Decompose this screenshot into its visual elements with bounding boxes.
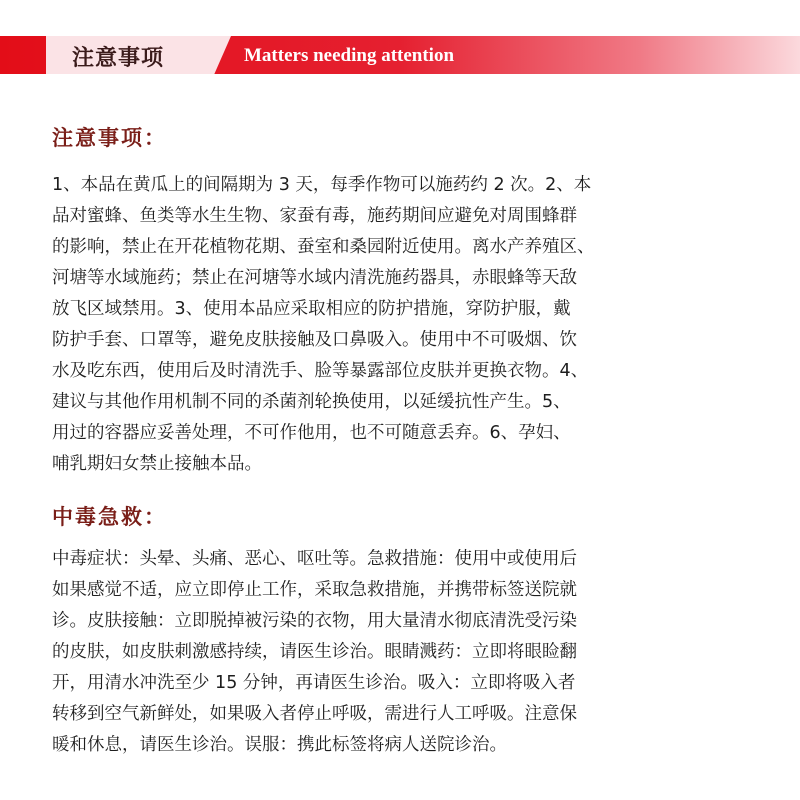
text-line: 水及吃东西，使用后及时清洗手、脸等暴露部位皮肤并更换衣物。4、 — [52, 361, 589, 381]
banner-subtitle: Matters needing attention — [244, 45, 455, 66]
text-line: 中毒症状：头晕、头痛、恶心、呕吐等。急救措施：使用中或使用后 — [52, 549, 577, 569]
text-line: 的影响，禁止在开花植物花期、蚕室和桑园附近使用。离水产养殖区、 — [52, 237, 595, 257]
text-line: 建议与其他作用机制不同的杀菌剂轮换使用，以延缓抗性产生。5、 — [52, 392, 571, 412]
section-heading-first-aid: 中毒急救： — [52, 505, 167, 529]
text-line: 放飞区域禁用。3、使用本品应采取相应的防护措施，穿防护服，戴 — [52, 299, 571, 319]
text-line: 防护手套、口罩等，避免皮肤接触及口鼻吸入。使用中不可吸烟、饮 — [52, 330, 577, 350]
text-line: 暖和休息，请医生诊治。误服：携此标签将病人送院诊治。 — [52, 735, 507, 755]
text-line: 河塘等水域施药；禁止在河塘等水域内清洗施药器具，赤眼蜂等天敌 — [52, 268, 577, 288]
text-line: 转移到空气新鲜处，如果吸入者停止呼吸，需进行人工呼吸。注意保 — [52, 704, 577, 724]
text-line: 开，用清水冲洗至少 15 分钟，再请医生诊治。吸入：立即将吸入者 — [52, 673, 576, 693]
section-heading-precautions: 注意事项： — [52, 126, 167, 150]
text-line: 的皮肤，如皮肤刺激感持续，请医生诊治。眼睛溅药：立即将眼睑翻 — [52, 642, 577, 662]
text-line: 1、本品在黄瓜上的间隔期为 3 天，每季作物可以施药约 2 次。2、本 — [52, 175, 592, 195]
section-body-precautions — [52, 170, 772, 480]
text-line: 诊。皮肤接触：立即脱掉被污染的衣物，用大量清水彻底清洗受污染 — [52, 611, 577, 631]
text-line: 品对蜜蜂、鱼类等水生生物、家蚕有毒，施药期间应避免对周围蜂群 — [52, 206, 577, 226]
banner-title: 注意事项 — [72, 45, 165, 71]
text-line: 哺乳期妇女禁止接触本品。 — [52, 454, 262, 474]
text-line: 用过的容器应妥善处理，不可作他用，也不可随意丢弃。6、孕妇、 — [52, 423, 571, 443]
text-line: 如果感觉不适，应立即停止工作，采取急救措施，并携带标签送院就 — [52, 580, 577, 600]
section-body-first-aid — [52, 544, 772, 761]
